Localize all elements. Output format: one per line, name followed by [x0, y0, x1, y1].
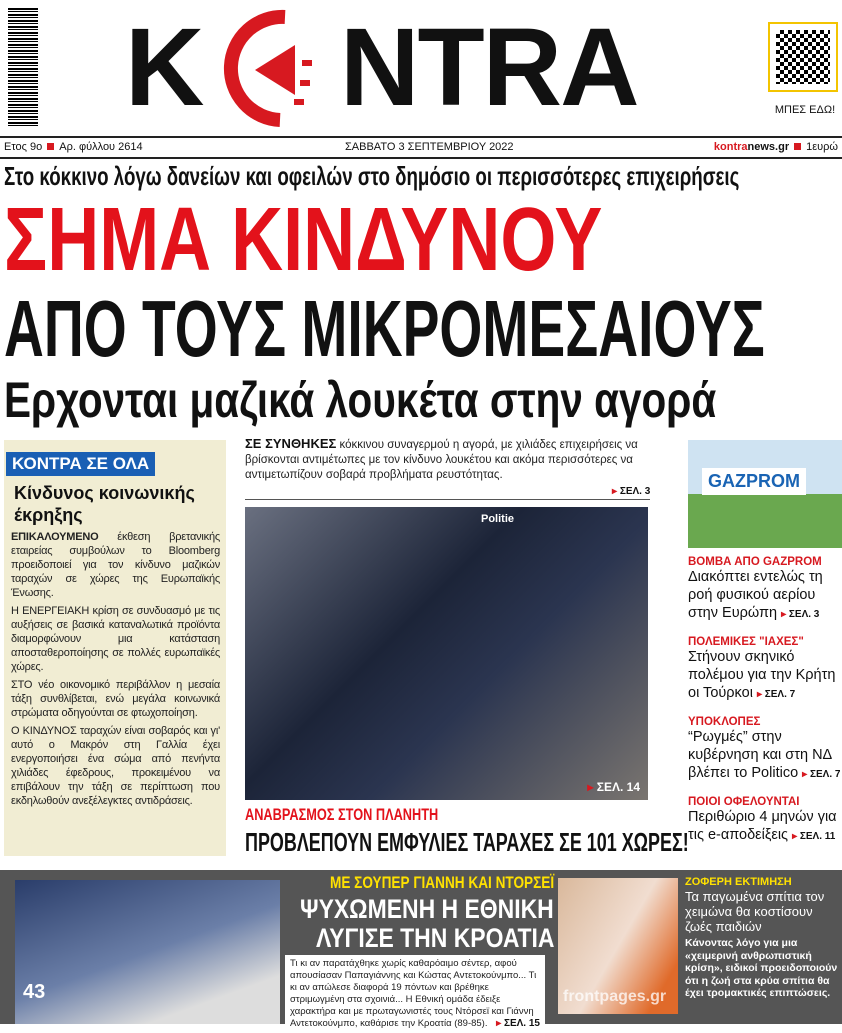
- brief-item[interactable]: ΥΠΟΚΛΟΠΕΣ “Ρωγμές” στην κυβέρνηση και στη ΝΔ βλέπει το Politico ▸ ΣΕΛ. 7: [688, 716, 842, 784]
- divider: [0, 157, 842, 159]
- column-tag: ΚΟΝΤΡΑ ΣΕ ΟΛΑ: [6, 452, 155, 476]
- play-icon: [210, 5, 320, 130]
- lead-subhead: Ερχονται μαζικά λουκέτα στην αγορά: [4, 372, 717, 428]
- lead-headline-red: ΣΗΜΑ ΚΙΝΔΥΝΟΥ: [4, 190, 603, 290]
- lead-headline-black: ΑΠΟ ΤΟΥΣ ΜΙΚΡΟΜΕΣΑΙΟΥΣ: [4, 284, 765, 373]
- sport-kicker: ΜΕ ΣΟΥΠΕΡ ΓΙΑΝΝΗ ΚΑΙ ΝΤΟΡΣΕΪ: [330, 873, 555, 892]
- issue-date: ΣΑΒΒΑΤΟ 3 ΣΕΠΤΕΜΒΡΙΟΥ 2022: [345, 141, 514, 153]
- brief-item[interactable]: ΠΟΛΕΜΙΚΕΣ "ΙΑΧΕΣ" Στήνουν σκηνικό πολέμου για την Κρήτη οι Τούρκοι ▸ ΣΕΛ. 7: [688, 636, 842, 704]
- lead-kicker: Στο κόκκινο λόγω δανείων και οφειλών στο δημόσιο οι περισσότερες επιχειρήσεις: [4, 161, 740, 191]
- kontra-logo: K NTRA: [125, 6, 638, 129]
- news-briefs: [688, 544, 842, 846]
- qr-code[interactable]: [768, 22, 838, 92]
- issue-info: Ετος 9ο Αρ. φύλλου 2614: [4, 141, 143, 153]
- page-ref[interactable]: ▸ ΣΕΛ. 3: [612, 486, 650, 497]
- sport-headline-2: ΛΥΓΙΣΕ ΤΗΝ ΚΡΟΑΤΙΑ: [316, 923, 555, 953]
- opinion-column: [4, 440, 226, 856]
- police-photo: Politie ▸ ΣΕΛ. 14: [245, 507, 648, 800]
- paragraph: ΕΠΙΚΑΛΟΥΜΕΝΟ έκθεση βρετανικής εταιρείας συμβούλων το Bloomberg προειδοποιεί για τον κίνδυνο μαζικών ταραχών σε χώρες της Ευρωπαϊκής Ένωσης.: [11, 531, 220, 599]
- column-title: Κίνδυνος κοινωνικής έκρηξης: [14, 483, 195, 525]
- gazprom-photo: [688, 440, 842, 548]
- brief-item[interactable]: ΠΟΙΟΙ ΟΦΕΛΟΥΝΤΑΙ Περιθώριο 4 μηνών για τις e-αποδείξεις ▸ ΣΕΛ. 11: [688, 796, 842, 846]
- divider: [0, 136, 842, 138]
- center-headline: ΠΡΟΒΛΕΠΟΥΝ ΕΜΦΥΛΙΕΣ ΤΑΡΑΧΕΣ ΣΕ 101 ΧΩΡΕΣ!: [245, 827, 689, 857]
- bottom-band: [0, 870, 842, 1029]
- paragraph: Η ΕΝΕΡΓΕΙΑΚΗ κρίση σε συνδυασμό με τις αυξήσεις σε βασικά καταναλωτικά προϊόντα διαμορφώνουν μια κατάσταση αποσταθεροποίησης σε πολλές ευρωπαϊκές χώρες.: [11, 605, 220, 673]
- barcode: [8, 8, 38, 126]
- watermark: frontpages.gr: [563, 988, 667, 1005]
- health-story[interactable]: ΖΟΦΕΡΗ ΕΚΤΙΜΗΣΗ Τα παγωμένα σπίτια τον χειμώνα θα κοστίσουν ζωές παιδιών Κάνοντας λόγο για μια «χειμερινή ανθρωπιστική κρίση», ειδικοί προειδοποιούν ότι η ζωή στα κρύα σπίτια θα έχει τρομακτικές επιπτώσεις.: [685, 876, 838, 999]
- sport-text: Τι κι αν παρατάχθηκε χωρίς καθαρόαιμο σέντερ, αφού απουσίασαν Παπαγιάννης και Κώστας Αντετοκούνμπο... Τι κι αν απώλεσε διαφορά 19 πόντων και βρέθηκε στριμωγμένη στα σχοινιά... Η Εθνική ομάδα έδειξε χαρακτήρα και με πρωταγωνιστές τους Ντόρσεϊ και Γιάννη Αντετοκούνμπο, καθάρισε την Κροατία (89-85). ▸ ΣΕΛ. 15: [285, 955, 545, 1033]
- center-kicker: ΑΝΑΒΡΑΣΜΟΣ ΣΤΟΝ ΠΛΑΝΗΤΗ: [245, 805, 439, 824]
- gazprom-logo: GAZPROM: [702, 468, 806, 495]
- sport-headline-1: ΨΥΧΩΜΕΝΗ Η ΕΘΝΙΚΗ: [300, 894, 554, 924]
- paragraph: ΣΤΟ νέο οικονομικό περιβάλλον η μεσαία τάξη συνθλίβεται, ενώ μεγάλα κοινωνικά στρώματα οδηγούνται σε φτωχοποίηση.: [11, 679, 220, 719]
- paragraph: Ο ΚΙΝΔΥΝΟΣ ταραχών είναι σοβαρός και γι' αυτό ο Μακρόν στη Γαλλία έχει ενεργοποιήσει ένα σώμα από πενήντα χιλιάδες έφεδρους, προκειμένου να επιβάλουν την τάξη σε περίπτωση που εκδηλωθούν ανεξέλεγκτες αντιδράσεις.: [11, 725, 220, 807]
- lead-intro: ΣΕ ΣΥΝΘΗΚΕΣ κόκκινου συναγερμού η αγορά, με χιλιάδες επιχειρήσεις να βρίσκονται αντιμέτωπες με τον κίνδυνο λουκέτου και ακόμα περισσότερες να αντιμετωπίζουν σοβαρά προβλήματα ρευστότητας.: [245, 436, 638, 481]
- page-ref[interactable]: ▸ ΣΕΛ. 14: [587, 780, 640, 794]
- basketball-photo: 43: [15, 880, 280, 1024]
- brief-item[interactable]: ΒΟΜΒΑ ΑΠΟ GAZPROM Διακόπτει εντελώς τη ροή φυσικού αερίου στην Ευρώπη ▸ ΣΕΛ. 3: [688, 556, 842, 624]
- qr-label: ΜΠΕΣ ΕΔΩ!: [774, 104, 836, 116]
- site-info[interactable]: kontranews.gr 1ευρώ: [713, 141, 838, 153]
- divider: [245, 499, 650, 500]
